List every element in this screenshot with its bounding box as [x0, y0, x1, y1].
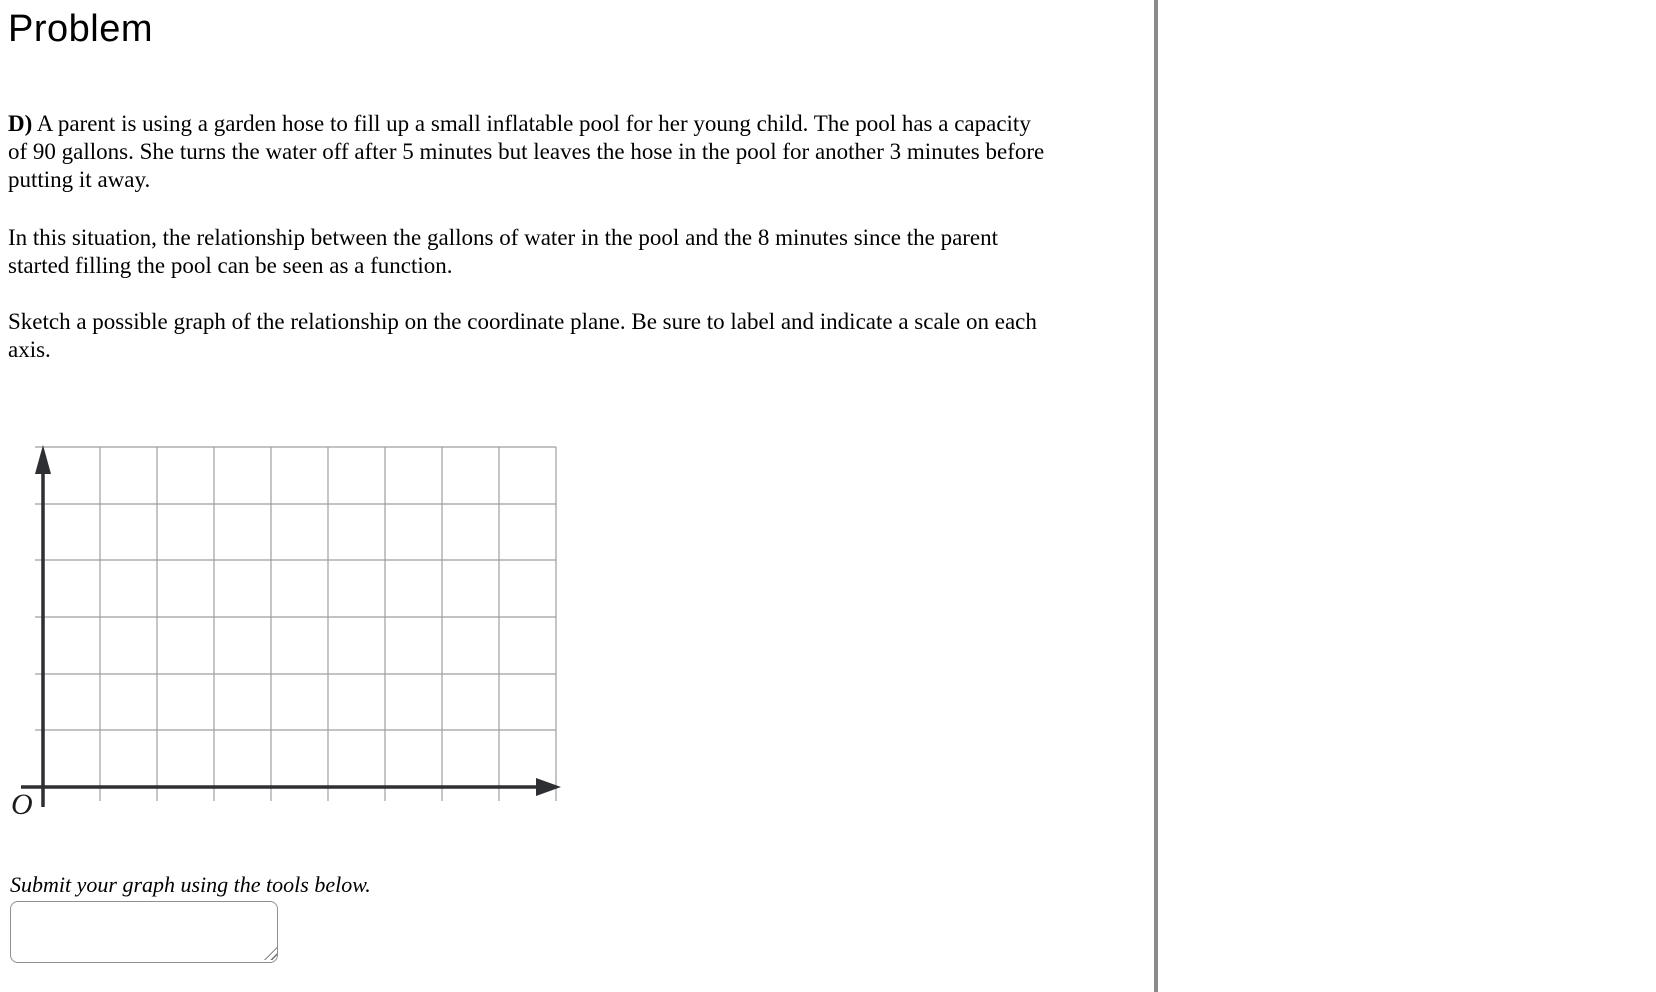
y-axis-arrowhead-icon	[35, 445, 51, 474]
submit-instruction: Submit your graph using the tools below.	[10, 872, 371, 897]
x-axis-arrowhead-icon	[536, 778, 561, 796]
student-response-panel	[1158, 0, 1656, 992]
grid-axes	[21, 445, 561, 807]
blank-coordinate-grid	[8, 416, 564, 816]
problem-panel-title: Problem	[8, 8, 153, 50]
origin-label: O	[11, 788, 33, 816]
problem-statement-paragraph-2: In this situation, the relationship between the gallons of water in the pool and the 8 minutes since the parent started filling the pool can be seen as a function.	[8, 225, 999, 278]
answer-box-wrapper	[10, 901, 282, 967]
problem-part-label: D)	[8, 111, 33, 136]
problem-statement-paragraph-3: Sketch a possible graph of the relationship on the coordinate plane. Be sure to label and indicate a scale on each axis.	[8, 309, 1037, 362]
problem-statement-paragraph-1	[8, 110, 1048, 194]
grid-lines	[35, 447, 556, 801]
answer-textarea[interactable]	[10, 901, 278, 963]
problem-statement-text: A parent is using a garden hose to fill up a small inflatable pool for her young child. The pool has a capacity of 90 gallons. She turns the water off after 5 minutes but leaves the hose in the pool for another 3 minutes before putting it away.	[8, 111, 1045, 192]
